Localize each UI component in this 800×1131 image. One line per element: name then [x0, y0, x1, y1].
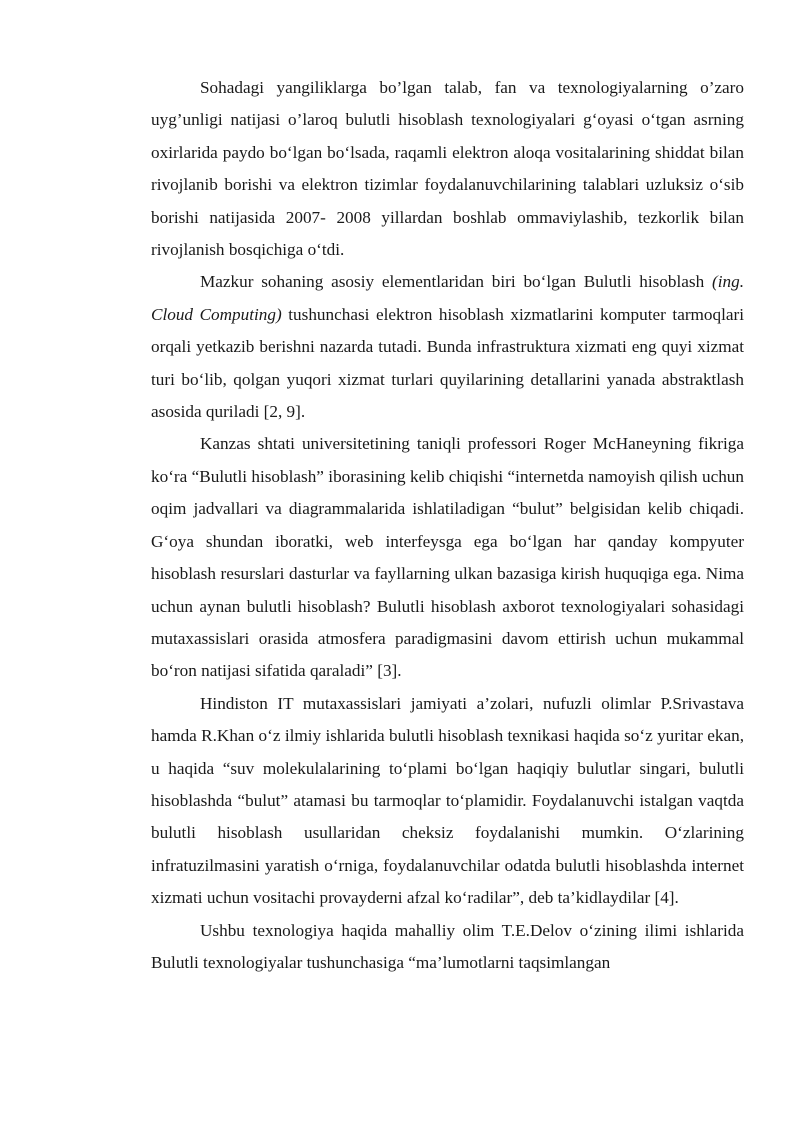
- paragraph-1: Sohadagi yangiliklarga bo’lgan talab, fan va texnologiyalarning o’zaro uyg’unligi natijasi o’laroq bulutli hisoblash texnologiyalari g‘oyasi o‘tgan asrning oxirlarida paydo bo‘lgan bo‘lsada, raqamli elektron aloqa vositalarining shiddat bilan rivojlanib borishi va elektron tizimlar foydalanuvchilarining talablari uzluksiz o‘sib borishi natijasida 2007- 2008 yillardan boshlab ommaviylashib, tezkorlik bilan rivojlanish bosqichiga o‘tdi.: [151, 78, 744, 260]
- paragraph-2-end: tushunchasi elektron hisoblash xizmatlarini komputer tarmoqlari orqali yetkazib berishni nazarda tutadi. Bunda infrastruktura xizmati eng quyi xizmat turi bo‘lib, qolgan yuqori xizmat turlari quyilarining detallarini yanada abstraktlash asosida quriladi [2, 9].: [151, 304, 745, 422]
- paragraph-3: Kanzas shtati universitetining taniqli professori Roger McHaneyning fikriga ko‘ra “Bulutli hisoblash” iborasining kelib chiqishi “internetda namoyish qilish uchun oqim jadvallari va diagrammalarida ishlatiladigan “bulut” belgisidan kelib chiqadi. G‘oya shundan iboratki, web interfeysga ega bo‘lgan har qanday kompyuter hisoblash resurslari dasturlar va fayllarning ulkan bazasiga kirish huquqiga ega. Nima uchun aynan bulutli hisoblash? Bulutli hisoblash axborot texnologiyalari sohasidagi mutaxassislari orasida atmosfera paradigmasini davom ettirish uchun mukammal bo‘ron natijasi sifatida qaraladi” [3].: [151, 434, 744, 681]
- paragraph-2-term: (ing. Cloud Computing): [151, 272, 744, 324]
- paragraph-5: Ushbu texnologiya haqida mahalliy olim T.E.Delov o‘zining ilimi ishlarida Bulutli texnologiyalar tushunchasiga “ma’lumotlarni taqsimlangan: [151, 920, 744, 972]
- document-page: [151, 72, 744, 979]
- paragraph-4: Hindiston IT mutaxassislari jamiyati a’zolari, nufuzli olimlar P.Srivastava hamda R.Khan o‘z ilmiy ishlarida bulutli hisoblash texnikasi haqida so‘z yuritar ekan, u haqida “suv molekulalarining to‘plami bo‘lgan haqiqiy bulutlar singari, bulutli hisoblashda “bulut” atamasi bu tarmoqlar to‘plamidir. Foydalanuvchi istalgan vaqtda bulutli hisoblash usullaridan cheksiz foydalanishi mumkin. O‘zlarining infratuzilmasini yaratish o‘rniga, foydalanuvchilar odatda bulutli hisoblashda internet xizmati uchun vositachi provayderni afzal ko‘radilar”, deb ta’kidlaydilar [4].: [151, 693, 744, 908]
- paragraph-2: [151, 266, 744, 428]
- paragraph-2-start: Mazkur sohaning asosiy elementlaridan biri bo‘lgan Bulutli hisoblash: [200, 272, 713, 292]
